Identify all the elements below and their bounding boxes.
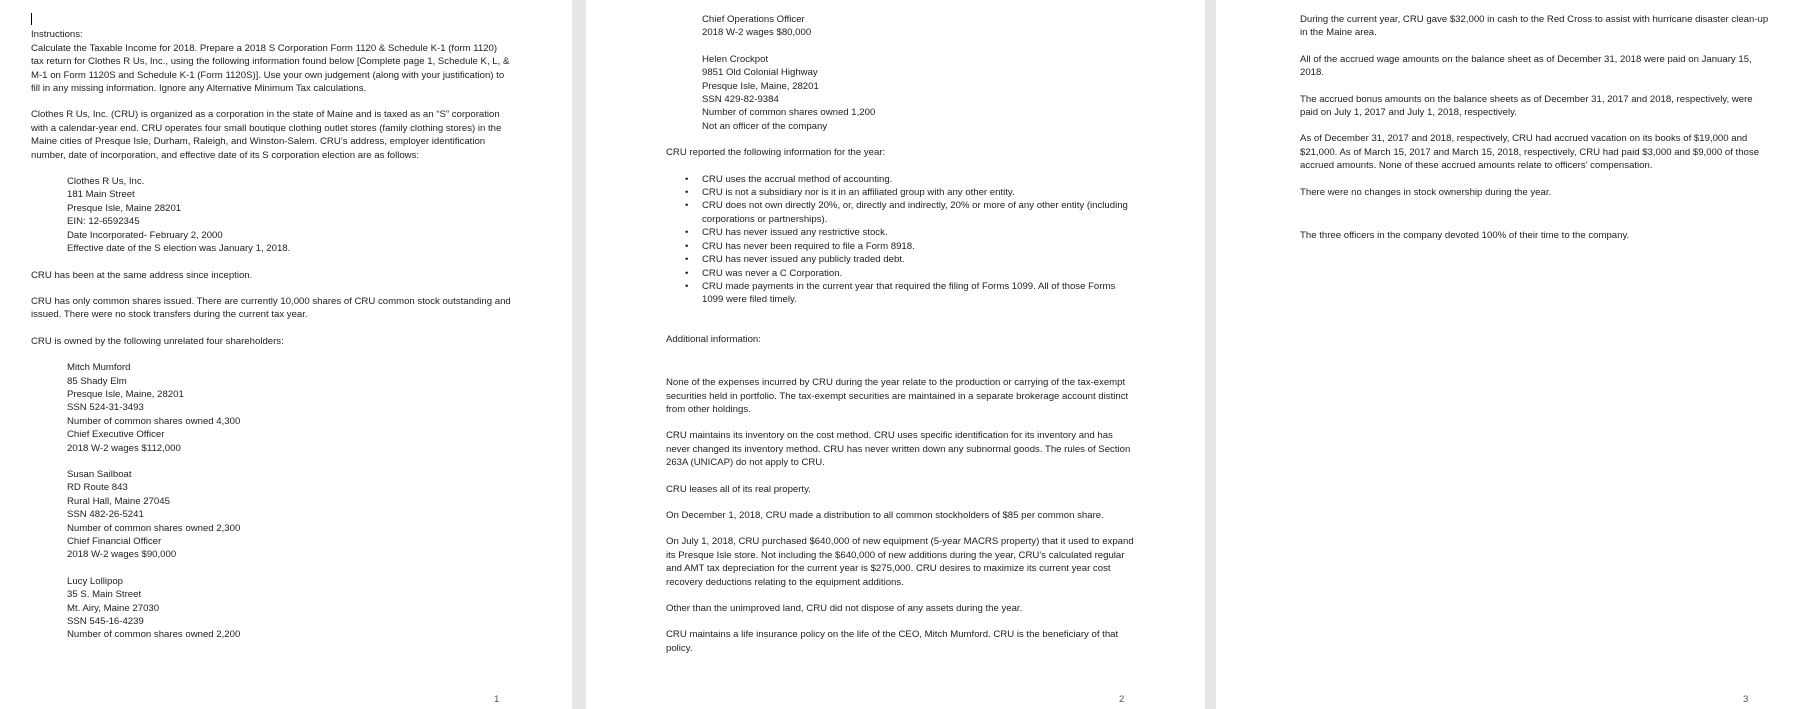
page-3-content[interactable] bbox=[1300, 13, 1770, 255]
shareholder-line: Chief Operations Officer bbox=[702, 14, 805, 25]
paragraph-land: Other than the unimproved land, CRU did not dispose of any assets during the year. bbox=[666, 603, 1023, 614]
paragraph-reported: CRU reported the following information for the year: bbox=[666, 147, 886, 159]
text-cursor bbox=[31, 13, 32, 25]
shareholder-line: SSN 524-31-3493 bbox=[67, 402, 144, 414]
paragraph-owned: CRU is owned by the following unrelated four shareholders: bbox=[31, 335, 284, 347]
shareholder-line: 9851 Old Colonial Highway bbox=[702, 67, 818, 79]
paragraph-exempt: None of the expenses incurred by CRU during the year relate to the production or carrying of the tax-exempt securities held in portfolio. The tax-exempt securities are maintained in a separate brokerage account distinct from other holdings. bbox=[666, 377, 1129, 415]
bullet-icon: • bbox=[685, 173, 689, 185]
shareholder-line: Chief Financial Officer bbox=[67, 536, 162, 547]
shareholder-line: 2018 W-2 wages $112,000 bbox=[67, 442, 181, 454]
list-item bbox=[685, 280, 1136, 307]
paragraph-equipment: On July 1, 2018, CRU purchased $640,000 of new equipment (5-year MACRS property) that it used to expand its Presque Isle store. Not including the $640,000 of new additions during the year, CRU’s calculated regular and AMT tax depreciation for the current year is $275,000. CRU desires to maximize its current year cost recovery deductions relating to the equipment additions. bbox=[666, 536, 1134, 588]
shareholder-2-block bbox=[31, 468, 511, 562]
company-line: EIN: 12-6592345 bbox=[67, 216, 140, 228]
list-item-text: CRU made payments in the current year that required the filing of Forms 1099. All of those Forms 1099 were filed timely. bbox=[702, 280, 1116, 306]
shareholder-line: Not an officer of the company bbox=[702, 120, 828, 132]
shareholder-line: Lucy Lollipop bbox=[67, 575, 124, 587]
page-number: 2 bbox=[1119, 694, 1125, 705]
company-line: Date Incorporated- February 2, 2000 bbox=[67, 229, 223, 241]
info-bullet-list bbox=[666, 173, 1136, 307]
shareholder-line: Number of common shares owned 4,300 bbox=[67, 415, 241, 427]
paragraph-wages: All of the accrued wage amounts on the balance sheet as of December 31, 2018 were paid on January 15, 2018. bbox=[1300, 53, 1752, 79]
page-number: 1 bbox=[494, 694, 500, 705]
paragraph-officers: The three officers in the company devoted 100% of their time to the company. bbox=[1300, 230, 1630, 242]
shareholder-line: 2018 W-2 wages $80,000 bbox=[702, 27, 812, 39]
shareholder-line: 35 S. Main Street bbox=[67, 589, 142, 601]
shareholder-line: Presque Isle, Maine, 28201 bbox=[67, 388, 184, 400]
paragraph-corporation: Clothes R Us, Inc. (CRU) is organized as a corporation in the state of Maine and is taxed as an “S” corporation with a calendar-year end. CRU operates four small boutique clothing outlet stores (family clothing stores) in the Maine cities of Presque Isle, Durham, Raleigh, and Winston-Salem. CRU’s address, employer identification number, date of incorporation, and effective date of its S corporation election are as follows: bbox=[31, 109, 502, 161]
shareholder-line: SSN 545-16-4239 bbox=[67, 616, 144, 628]
bullet-icon: • bbox=[685, 187, 689, 199]
instructions-label: Instructions: bbox=[31, 29, 83, 41]
paragraph-distribution: On December 1, 2018, CRU made a distribution to all common stockholders of $85 per common share. bbox=[666, 509, 1104, 521]
shareholder-line: Helen Crockpot bbox=[702, 53, 769, 65]
document-page-2[interactable] bbox=[586, 0, 1205, 709]
list-item-text: CRU uses the accrual method of accounting. bbox=[702, 173, 893, 185]
shareholder-line: Number of common shares owned 1,200 bbox=[702, 107, 876, 119]
additional-info-label: Additional information: bbox=[666, 333, 761, 345]
bullet-icon: • bbox=[685, 254, 689, 266]
paragraph-redcross: During the current year, CRU gave $32,000 in cash to the Red Cross to assist with hurricane disaster clean-up in the Maine area. bbox=[1300, 14, 1769, 39]
document-page-3[interactable] bbox=[1216, 0, 1813, 709]
company-line: Clothes R Us, Inc. bbox=[67, 176, 145, 188]
shareholder-4-block bbox=[666, 53, 1136, 133]
page-number: 3 bbox=[1743, 694, 1749, 705]
shareholder-line: Presque Isle, Maine, 28201 bbox=[702, 80, 819, 92]
shareholder-line: RD Route 843 bbox=[67, 482, 128, 494]
bullet-icon: • bbox=[685, 267, 689, 279]
shareholder-line: 2018 W-2 wages $90,000 bbox=[67, 549, 177, 561]
list-item bbox=[685, 226, 1136, 239]
paragraph-vacation: As of December 31, 2017 and 2018, respectively, CRU had accrued vacation on its books of $19,000 and $21,000. As of March 15, 2017 and March 15, 2018, respectively, CRU had paid $3,000 and $9,000 of those accrued amounts. None of these accrued amounts relate to officers’ compensation. bbox=[1300, 133, 1760, 172]
company-info-block bbox=[31, 175, 511, 255]
shareholder-line: Chief Executive Officer bbox=[67, 429, 165, 441]
list-item bbox=[685, 240, 1136, 253]
list-item bbox=[685, 253, 1136, 266]
list-item-text: CRU was never a C Corporation. bbox=[702, 267, 843, 279]
paragraph-shares: CRU has only common shares issued. There are currently 10,000 shares of CRU common stock outstanding and issued. There were no stock transfers during the current tax year. bbox=[31, 295, 511, 321]
list-item bbox=[685, 267, 1136, 280]
bullet-icon: • bbox=[685, 240, 689, 252]
bullet-icon: • bbox=[685, 227, 689, 239]
shareholder-3-block bbox=[31, 575, 511, 642]
list-item bbox=[685, 173, 1136, 186]
paragraph-inventory: CRU maintains its inventory on the cost method. CRU uses specific identification for its inventory and has never changed its inventory method. CRU has never written down any subnormal goods. The rules of Section 263A (UNICAP) do not apply to CRU. bbox=[666, 430, 1131, 469]
list-item-text: CRU has never been required to file a Form 8918. bbox=[702, 240, 915, 252]
shareholder-line: SSN 482-26-5241 bbox=[67, 509, 144, 521]
paragraph-leases: CRU leases all of its real property. bbox=[666, 483, 811, 495]
paragraph-bonus: The accrued bonus amounts on the balance sheets as of December 31, 2017 and 2018, respectively, were paid on July 1, 2017 and July 1, 2018, respectively. bbox=[1300, 93, 1753, 119]
shareholder-line: Number of common shares owned 2,200 bbox=[67, 629, 241, 641]
list-item-text: CRU does not own directly 20%, or, directly and indirectly, 20% or more of any other entity (including corporations or partnerships). bbox=[702, 200, 1128, 225]
instructions-text: Calculate the Taxable Income for 2018. Prepare a 2018 S Corporation Form 1120 & Schedule K-1 (form 1120) tax return for Clothes R Us, Inc., using the following information found below [Complete page 1, Schedule K, L, & M-1 on Form 1120S and Schedule K-1 (Form 1120S)]. Use your own judgement (along with your justification) to fill in any missing information. Ignore any Alternative Minimum Tax calculations. bbox=[31, 42, 510, 95]
list-item-text: CRU is not a subsidiary nor is it in an affiliated group with any other entity. bbox=[702, 187, 1015, 199]
shareholder-line: Mt. Airy, Maine 27030 bbox=[67, 602, 160, 614]
list-item-text: CRU has never issued any publicly traded debt. bbox=[702, 254, 905, 266]
paragraph-insurance: CRU maintains a life insurance policy on the life of the CEO, Mitch Mumford. CRU is the beneficiary of that policy. bbox=[666, 629, 1119, 654]
company-line: Effective date of the S election was January 1, 2018. bbox=[67, 243, 291, 255]
shareholder-line: Rural Hall, Maine 27045 bbox=[67, 495, 170, 507]
page-2-content[interactable] bbox=[666, 13, 1136, 668]
shareholder-1-block bbox=[31, 361, 511, 455]
company-line: Presque Isle, Maine 28201 bbox=[67, 202, 182, 214]
shareholder-line: Mitch Mumford bbox=[67, 362, 131, 374]
list-item bbox=[685, 186, 1136, 199]
company-line: 181 Main Street bbox=[67, 189, 135, 201]
document-page-1[interactable] bbox=[0, 0, 572, 709]
page-1-content[interactable] bbox=[31, 13, 511, 655]
shareholder-line: SSN 429-82-9384 bbox=[702, 94, 779, 106]
shareholder-line: Number of common shares owned 2,300 bbox=[67, 522, 241, 534]
shareholder-3-continued-block bbox=[666, 13, 1136, 40]
shareholder-line: 85 Shady Elm bbox=[67, 375, 127, 387]
bullet-icon: • bbox=[685, 280, 689, 292]
list-item bbox=[685, 199, 1136, 226]
paragraph-stock: There were no changes in stock ownership during the year. bbox=[1300, 186, 1552, 198]
bullet-icon: • bbox=[685, 200, 689, 212]
list-item-text: CRU has never issued any restrictive stock. bbox=[702, 227, 888, 239]
shareholder-line: Susan Sailboat bbox=[67, 468, 132, 480]
paragraph-address: CRU has been at the same address since inception. bbox=[31, 269, 253, 281]
